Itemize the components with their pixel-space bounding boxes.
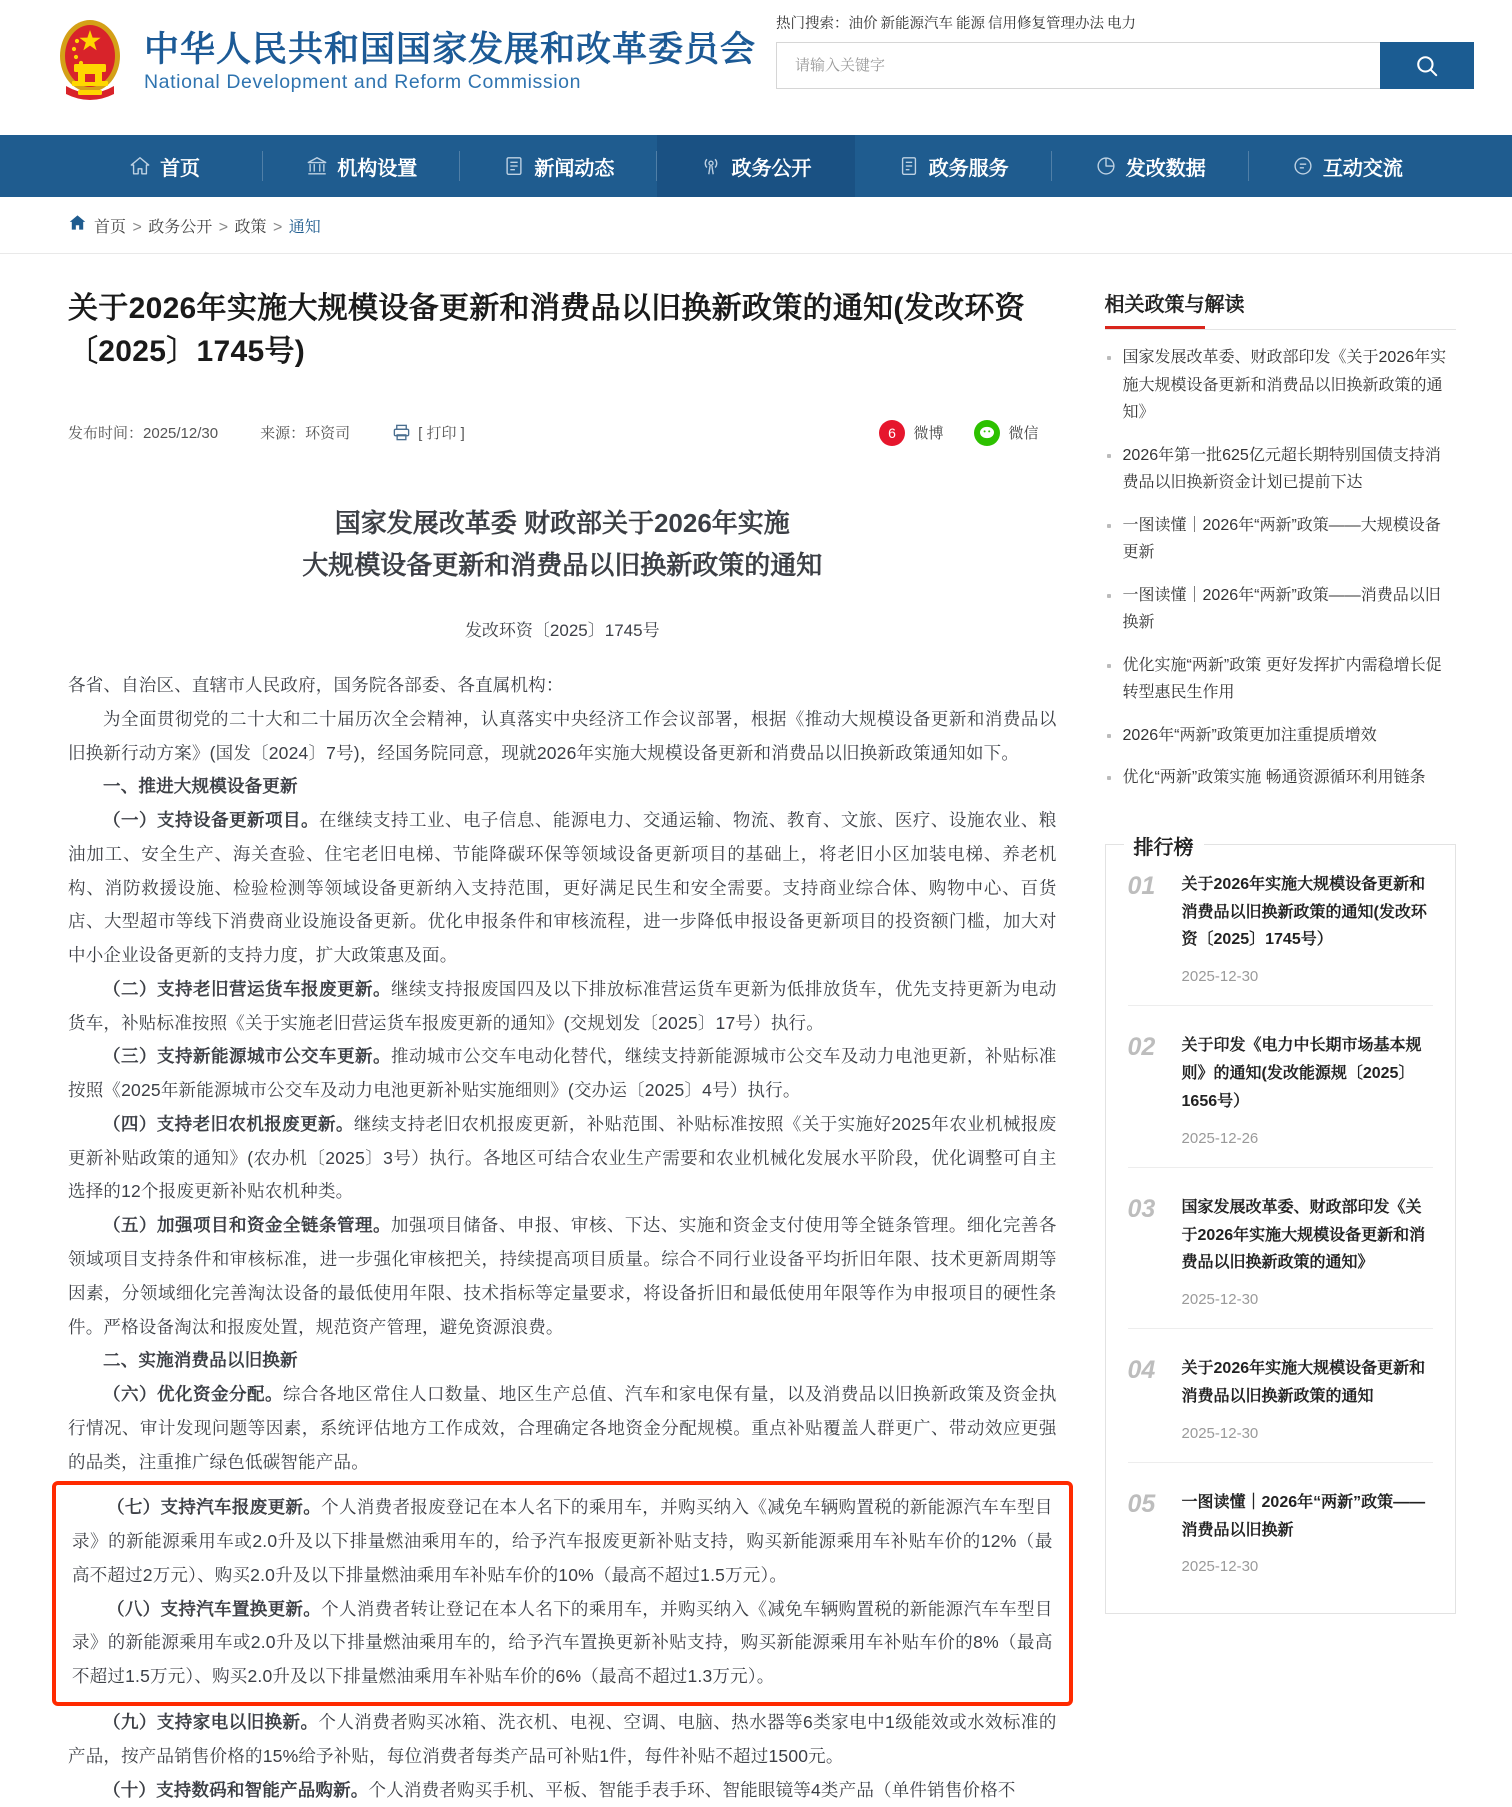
nav-item-label: 政务公开 <box>731 152 811 181</box>
clause-text: 个人消费者购买手机、平板、智能手表手环、智能眼镜等4类产品（单件销售价格不 <box>369 1780 1016 1800</box>
clause-lead: （十）支持数码和智能产品购新。 <box>103 1780 369 1800</box>
clause-text: 在继续支持工业、电子信息、能源电力、交通运输、物流、教育、文旅、医疗、设施农业、粮油加工、安全生产、海关查验、住宅老旧电梯、节能降碳环保等领域设备更新项目的基础上，将老旧小区加装电梯、养老机构、消防救援设施、检验检测等领域设备更新纳入支持范围，更好满足民生和安全需要。支持商业综合体、购物中心、百货店、大型超市等线下消费商业设施设备更新。优化申报条件和审核流程，进一步降低申报设备更新项目的投资额门槛，加大对中小企业设备更新的支持力度，扩大政策惠及面。 <box>68 810 1057 965</box>
ranking-title: 排行榜 <box>1124 831 1204 860</box>
clause-text: 继续支持报废国四及以下排放标准营运货车更新为低排放货车，优先支持更新为电动货车，补贴标准按照《关于实施老旧营运货车报废更新的通知》(交规划发〔2025〕17号）执行。 <box>68 979 1057 1033</box>
share-label: 微博 <box>914 422 944 443</box>
hot-keyword-3[interactable]: 信用修复管理办法 <box>988 16 1104 32</box>
ranking-link[interactable]: 国家发展改革委、财政部印发《关于2026年实施大规模设备更新和消费品以旧换新政策的通知》 <box>1182 1194 1433 1277</box>
ranking-date: 2025-12-30 <box>1182 968 1433 985</box>
clause-text: 推动城市公交车电动化替代，继续支持新能源城市公交车及动力电池更新，补贴标准按照《2025年新能源城市公交车及动力电池更新补贴实施细则》(交办运〔2025〕4号）执行。 <box>68 1046 1057 1100</box>
site-logo[interactable] <box>52 16 756 108</box>
weibo-icon <box>879 420 905 446</box>
clause-lead: （九）支持家电以旧换新。 <box>103 1712 318 1732</box>
ranking-link[interactable]: 关于印发《电力中长期市场基本规则》的通知(发改能源规〔2025〕1656号） <box>1182 1032 1433 1115</box>
ranking-box <box>1105 844 1456 1615</box>
clause-section1-1 <box>68 973 1057 1041</box>
ranking-number: 02 <box>1128 1032 1166 1146</box>
ranking-body <box>1182 871 1433 985</box>
breadcrumb <box>56 197 1456 253</box>
hot-keyword-0[interactable]: 油价 <box>849 16 878 32</box>
related-policy-item[interactable]: 国家发展改革委、财政部印发《关于2026年实施大规模设备更新和消费品以旧换新政策的通知》 <box>1105 344 1456 427</box>
nav-item-首页[interactable] <box>66 135 263 197</box>
nav-item-互动交流[interactable] <box>1249 135 1446 197</box>
nav-item-发改数据[interactable] <box>1052 135 1249 197</box>
article-main <box>68 254 1067 1807</box>
document-icon <box>898 155 920 177</box>
clause-lead: （七）支持汽车报废更新。 <box>107 1497 321 1517</box>
page-title: 关于2026年实施大规模设备更新和消费品以旧换新政策的通知(发改环资〔2025〕1745号) <box>68 288 1057 374</box>
related-policies-title: 相关政策与解读 <box>1105 288 1456 329</box>
breadcrumb-bar <box>0 197 1512 254</box>
ranking-number: 01 <box>1128 871 1166 985</box>
related-policy-item[interactable]: 一图读懂｜2026年“两新”政策——消费品以旧换新 <box>1105 582 1456 637</box>
divider <box>1105 329 1456 330</box>
hot-keyword-1[interactable]: 新能源汽车 <box>881 16 954 32</box>
ranking-body <box>1182 1194 1433 1308</box>
share-微博[interactable] <box>879 420 944 446</box>
clause-after-0 <box>68 1706 1057 1774</box>
ranking-item[interactable] <box>1128 1006 1433 1167</box>
nav-item-政务公开[interactable] <box>657 135 854 197</box>
search-button[interactable] <box>1380 42 1474 89</box>
national-emblem-icon <box>52 16 128 108</box>
nav-item-label: 互动交流 <box>1323 152 1403 181</box>
clause-lead: （八）支持汽车置换更新。 <box>107 1599 321 1619</box>
hot-search-label: 热门搜索： <box>776 16 849 32</box>
ranking-item[interactable] <box>1128 1463 1433 1596</box>
clause-lead: （三）支持新能源城市公交车更新。 <box>103 1046 391 1066</box>
ranking-date: 2025-12-30 <box>1182 1558 1433 1575</box>
article-meta <box>68 420 1057 462</box>
article-source: 来源：环资司 <box>260 422 350 443</box>
clause-text: 加强项目储备、申报、审核、下达、实施和资金支付使用等全链条管理。细化完善各领域项目支持条件和审核标准，进一步强化审核把关，持续提高项目质量。综合不同行业设备平均折旧年限、技术更新周期等因素，分领域细化完善淘汰设备的最低使用年限、技术指标等定量要求，将设备折旧和最低使用年限等作为申报项目的硬性条件。严格设备淘汰和报废处置，规范资产管理，避免资源浪费。 <box>68 1215 1057 1336</box>
clause-text: 个人消费者转让登记在本人名下的乘用车，并购买纳入《减免车辆购置税的新能源汽车车型目录》的新能源乘用车或2.0升及以下排量燃油乘用车的，给予汽车置换更新补贴支持，购买新能源乘用车补贴车价的8%（最高不超过1.5万元）、购买2.0升及以下排量燃油乘用车补贴车价的6%（最高不超过1.3万元）。 <box>72 1599 1053 1687</box>
clause-lead: （五）加强项目和资金全链条管理。 <box>103 1215 391 1235</box>
broadcast-icon <box>700 155 722 177</box>
clause-six: （六）优化资金分配。综合各地区常住人口数量、地区生产总值、汽车和家电保有量，以及消费品以旧换新政策及资金执行情况、审计发现问题等因素，系统评估地方工作成效，合理确定各地资金分配规模。重点补贴覆盖人群更广、带动效应更强的品类，注重推广绿色低碳智能产品。 <box>68 1378 1057 1479</box>
pie-chart-icon <box>1095 155 1117 177</box>
ranking-item[interactable] <box>1128 1329 1433 1463</box>
ranking-body <box>1182 1355 1433 1442</box>
ranking-number: 04 <box>1128 1355 1166 1442</box>
clause-text: 个人消费者报废登记在本人名下的乘用车，并购买纳入《减免车辆购置税的新能源汽车车型目录》的新能源乘用车或2.0升及以下排量燃油乘用车的，给予汽车报废更新补贴支持，购买新能源乘用车补贴车价的12%（最高不超过2万元）、购买2.0升及以下排量燃油乘用车补贴车价的10%（最高不超过1.5万元）。 <box>72 1497 1053 1585</box>
breadcrumb-item-2[interactable]: 政策 <box>235 219 267 236</box>
related-policies-list <box>1105 344 1456 792</box>
highlighted-clause-0 <box>72 1491 1053 1592</box>
page-layout <box>56 254 1456 1807</box>
section-heading-1: 一、推进大规模设备更新 <box>68 770 1057 804</box>
clause-lead: （四）支持老旧农机报废更新。 <box>103 1114 354 1134</box>
document-number: 发改环资〔2025〕1745号 <box>68 616 1057 641</box>
clause-section1-2 <box>68 1040 1057 1108</box>
wechat-icon <box>974 420 1000 446</box>
ranking-link[interactable]: 一图读懂｜2026年“两新”政策——消费品以旧换新 <box>1182 1489 1433 1545</box>
bank-icon <box>306 155 328 177</box>
sidebar <box>1067 254 1456 1807</box>
clause-section1-4 <box>68 1209 1057 1344</box>
nav-item-label: 机构设置 <box>337 152 417 181</box>
clause-section1-3 <box>68 1108 1057 1209</box>
news-icon <box>503 155 525 177</box>
clause-lead: （一）支持设备更新项目。 <box>103 810 319 830</box>
print-button[interactable] <box>392 422 465 443</box>
print-label: [ 打印 ] <box>418 422 465 443</box>
nav-item-label: 新闻动态 <box>534 152 614 181</box>
ranking-link[interactable]: 关于2026年实施大规模设备更新和消费品以旧换新政策的通知(发改环资〔2025〕1745号） <box>1182 871 1433 954</box>
share-微信[interactable] <box>974 420 1039 446</box>
hot-keyword-2[interactable]: 能源 <box>956 16 985 32</box>
home-solid-icon[interactable] <box>68 213 87 237</box>
ranking-body <box>1182 1032 1433 1146</box>
share-label: 微信 <box>1009 422 1039 443</box>
svg-text:6: 6 <box>888 425 896 441</box>
related-policy-item[interactable]: 优化“两新”政策实施 畅通资源循环利用链条 <box>1105 764 1456 792</box>
salutation: 各省、自治区、直辖市人民政府，国务院各部委、各直属机构： <box>68 669 1057 703</box>
breadcrumb-item-0[interactable]: 首页 <box>94 219 126 236</box>
breadcrumb-separator: > <box>214 219 232 236</box>
hot-keyword-4[interactable]: 电力 <box>1107 16 1136 32</box>
clause-text: 个人消费者购买冰箱、洗衣机、电视、空调、电脑、热水器等6类家电中1级能效或水效标准的产品，按产品销售价格的15%给予补贴，每位消费者每类产品可补贴1件，每件补贴不超过1500元。 <box>68 1712 1057 1766</box>
search-input[interactable] <box>776 42 1380 89</box>
related-policy-item[interactable]: 2026年第一批625亿元超长期特别国债支持消费品以旧换新资金计划已提前下达 <box>1105 442 1456 497</box>
related-policy-item[interactable]: 2026年“两新”政策更加注重提质增效 <box>1105 722 1456 750</box>
nav-item-政务服务[interactable] <box>855 135 1052 197</box>
site-header <box>0 0 1512 135</box>
clause-after-1 <box>68 1774 1057 1807</box>
search-area <box>764 12 1474 89</box>
ranking-link[interactable]: 关于2026年实施大规模设备更新和消费品以旧换新政策的通知 <box>1182 1355 1433 1411</box>
breadcrumb-current: 通知 <box>289 219 321 236</box>
printer-icon <box>392 423 411 442</box>
nav-item-新闻动态[interactable] <box>460 135 657 197</box>
search-box <box>776 42 1474 89</box>
highlighted-clause-box <box>52 1481 1073 1706</box>
related-policy-item[interactable]: 一图读懂｜2026年“两新”政策——大规模设备更新 <box>1105 512 1456 567</box>
ranking-body <box>1182 1489 1433 1576</box>
document-title: 国家发展改革委 财政部关于2026年实施 大规模设备更新和消费品以旧换新政策的通知 <box>68 502 1057 586</box>
clause-lead: （二）支持老旧营运货车报废更新。 <box>103 979 391 999</box>
publish-time: 发布时间：2025/12/30 <box>68 422 218 443</box>
nav-item-label: 政务服务 <box>929 152 1009 181</box>
hot-search-line <box>776 12 1474 33</box>
logo-title-en: National Development and Reform Commission <box>144 71 756 94</box>
ranking-item[interactable] <box>1128 1168 1433 1329</box>
breadcrumb-separator: > <box>269 219 287 236</box>
chat-icon <box>1292 155 1314 177</box>
breadcrumb-separator: > <box>128 219 146 236</box>
logo-title-cn: 中华人民共和国国家发展和改革委员会 <box>144 29 756 70</box>
clause-section1-0 <box>68 804 1057 973</box>
related-policy-item[interactable]: 优化实施“两新”政策 更好发挥扩内需稳增长促转型惠民生作用 <box>1105 652 1456 707</box>
breadcrumb-item-1[interactable]: 政务公开 <box>148 219 212 236</box>
nav-item-label: 首页 <box>160 152 200 181</box>
preamble: 为全面贯彻党的二十大和二十届历次全会精神，认真落实中央经济工作会议部署，根据《推动大规模设备更新和消费品以旧换新行动方案》(国发〔2024〕7号)，经国务院同意，现就2026年实施大规模设备更新和消费品以旧换新政策通知如下。 <box>68 703 1057 771</box>
search-icon <box>1414 53 1440 79</box>
article-body <box>68 669 1057 1807</box>
ranking-number: 05 <box>1128 1489 1166 1576</box>
ranking-date: 2025-12-30 <box>1182 1291 1433 1308</box>
ranking-date: 2025-12-30 <box>1182 1425 1433 1442</box>
main-nav <box>0 135 1512 197</box>
ranking-number: 03 <box>1128 1194 1166 1308</box>
clause-text: 继续支持老旧农机报废更新，补贴范围、补贴标准按照《关于实施好2025年农业机械报废更新补贴政策的通知》(农办机〔2025〕3号）执行。各地区可结合农业生产需要和农业机械化发展水平阶段，优化调整可自主选择的12个报废更新补贴农机种类。 <box>68 1114 1057 1202</box>
nav-item-机构设置[interactable] <box>263 135 460 197</box>
ranking-date: 2025-12-26 <box>1182 1130 1433 1147</box>
home-icon <box>129 155 151 177</box>
share-buttons <box>879 420 1057 446</box>
highlighted-clause-1 <box>72 1593 1053 1694</box>
section-heading-2: 二、实施消费品以旧换新 <box>68 1344 1057 1378</box>
nav-item-label: 发改数据 <box>1126 152 1206 181</box>
ranking-item[interactable] <box>1128 845 1433 1006</box>
